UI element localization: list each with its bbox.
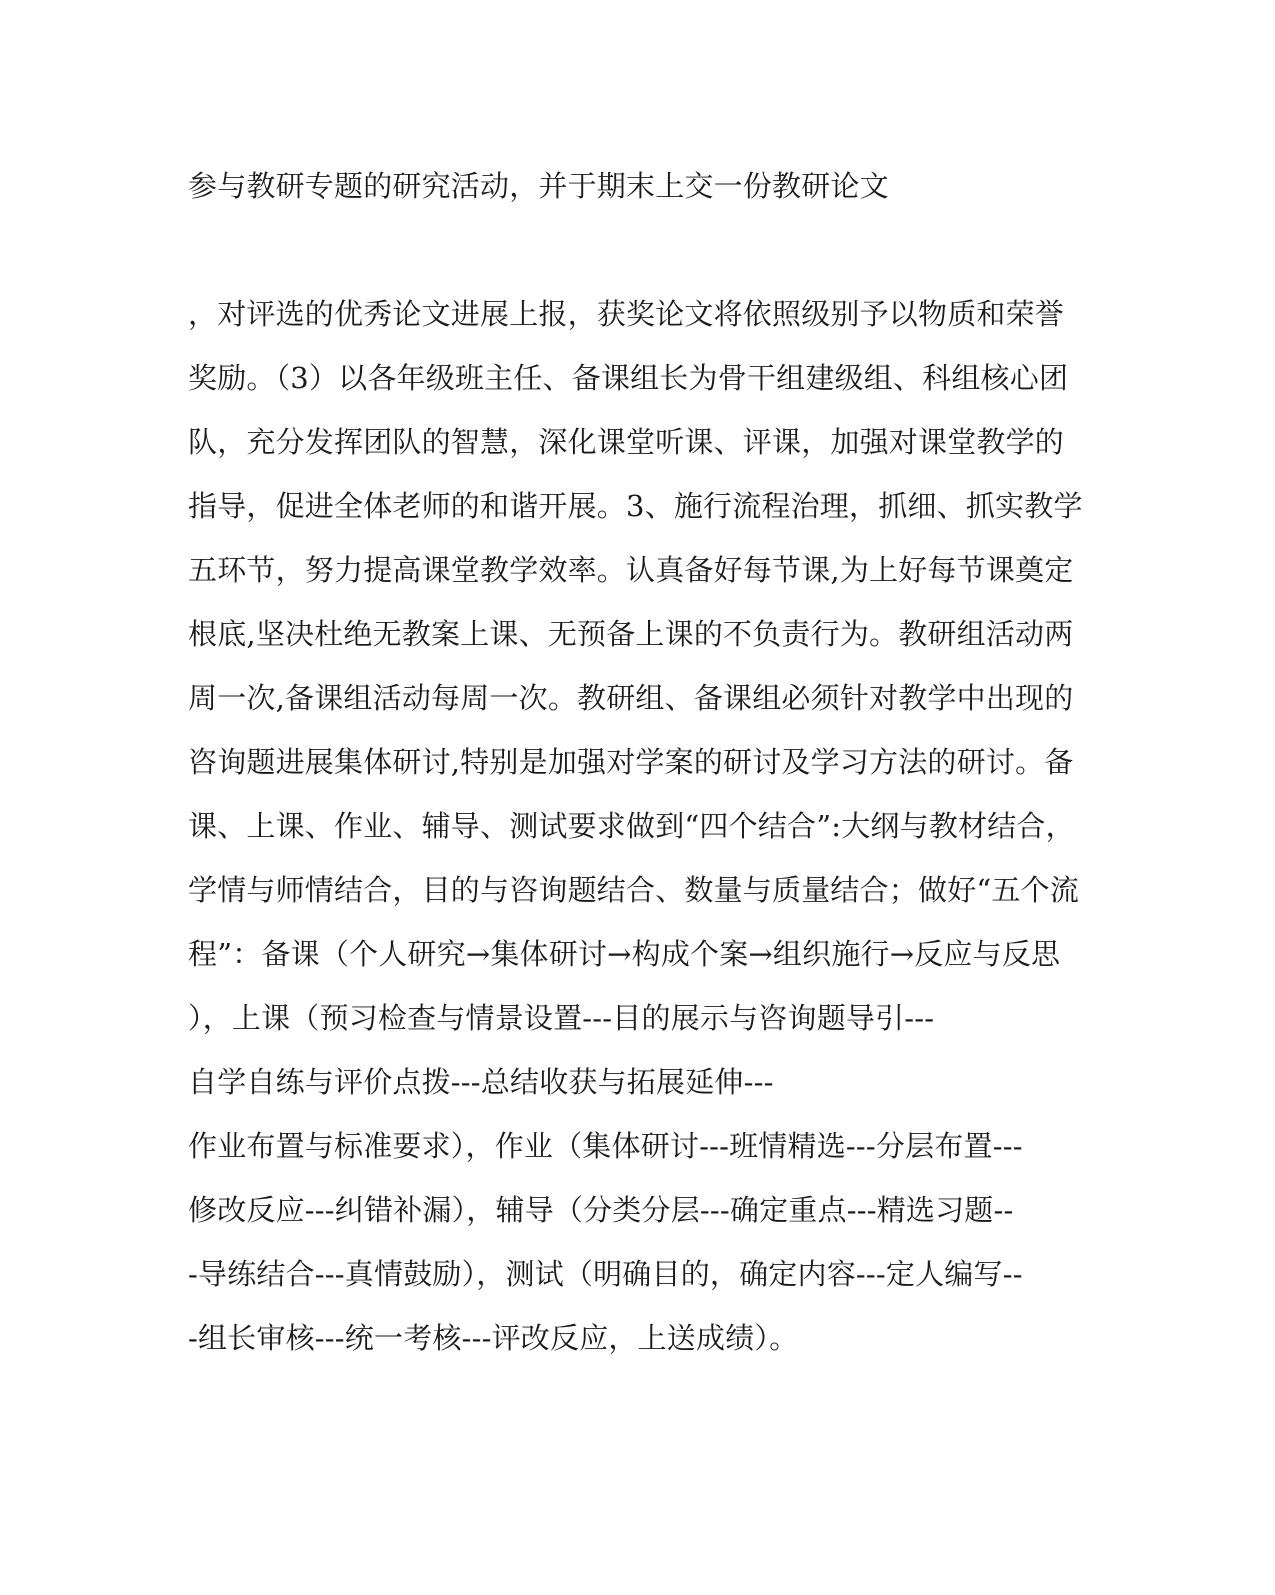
paragraph-line: 周一次,备课组活动每周一次。教研组、备课组必须针对教学中出现的 <box>188 681 1074 715</box>
paragraph-line: 课、上课、作业、辅导、测试要求做到“四个结合”:大纲与教材结合， <box>188 809 1075 843</box>
paragraph-line: 程”：备课（个人研究→集体研讨→构成个案→组织施行→反应与反思 <box>188 937 1061 971</box>
paragraph-line: 五环节，努力提高课堂教学效率。认真备好每节课,为上好每节课奠定 <box>188 553 1074 587</box>
paragraph-line: ，对评选的优秀论文进展上报，获奖论文将依照级别予以物质和荣誉 <box>188 297 1065 331</box>
paragraph-line: 参与教研专题的研究活动，并于期末上交一份教研论文 <box>188 169 889 203</box>
paragraph-line: 学情与师情结合，目的与咨询题结合、数量与质量结合；做好“五个流 <box>188 873 1080 907</box>
paragraph-line: -组长审核---统一考核---评改反应，上送成绩）。 <box>188 1321 799 1355</box>
paragraph-line: 咨询题进展集体研讨,特别是加强对学案的研讨及学习方法的研讨。备 <box>188 745 1074 779</box>
paragraph-line: 修改反应---纠错补漏），辅导（分类分层---确定重点---精选习题-- <box>188 1193 1014 1227</box>
paragraph-line: ），上课（预习检查与情景设置---目的展示与咨询题导引--- <box>188 1001 935 1035</box>
paragraph-line: 作业布置与标准要求），作业（集体研讨---班情精选---分层布置--- <box>188 1129 1023 1163</box>
paragraph-line: 队，充分发挥团队的智慧，深化课堂听课、评课，加强对课堂教学的 <box>188 425 1065 459</box>
paragraph-line: 指导，促进全体老师的和谐开展。3、施行流程治理，抓细、抓实教学 <box>188 489 1083 523</box>
paragraph-line: 根底,坚决杜绝无教案上课、无预备上课的不负责行为。教研组活动两 <box>188 617 1074 651</box>
paragraph-line: -导练结合---真情鼓励），测试（明确目的，确定内容---定人编写-- <box>188 1257 1023 1291</box>
paragraph-line: 奖励。（3）以各年级班主任、备课组长为骨干组建级组、科组核心团 <box>188 361 1069 395</box>
paragraph-line: 自学自练与评价点拨---总结收获与拓展延伸--- <box>188 1065 774 1099</box>
